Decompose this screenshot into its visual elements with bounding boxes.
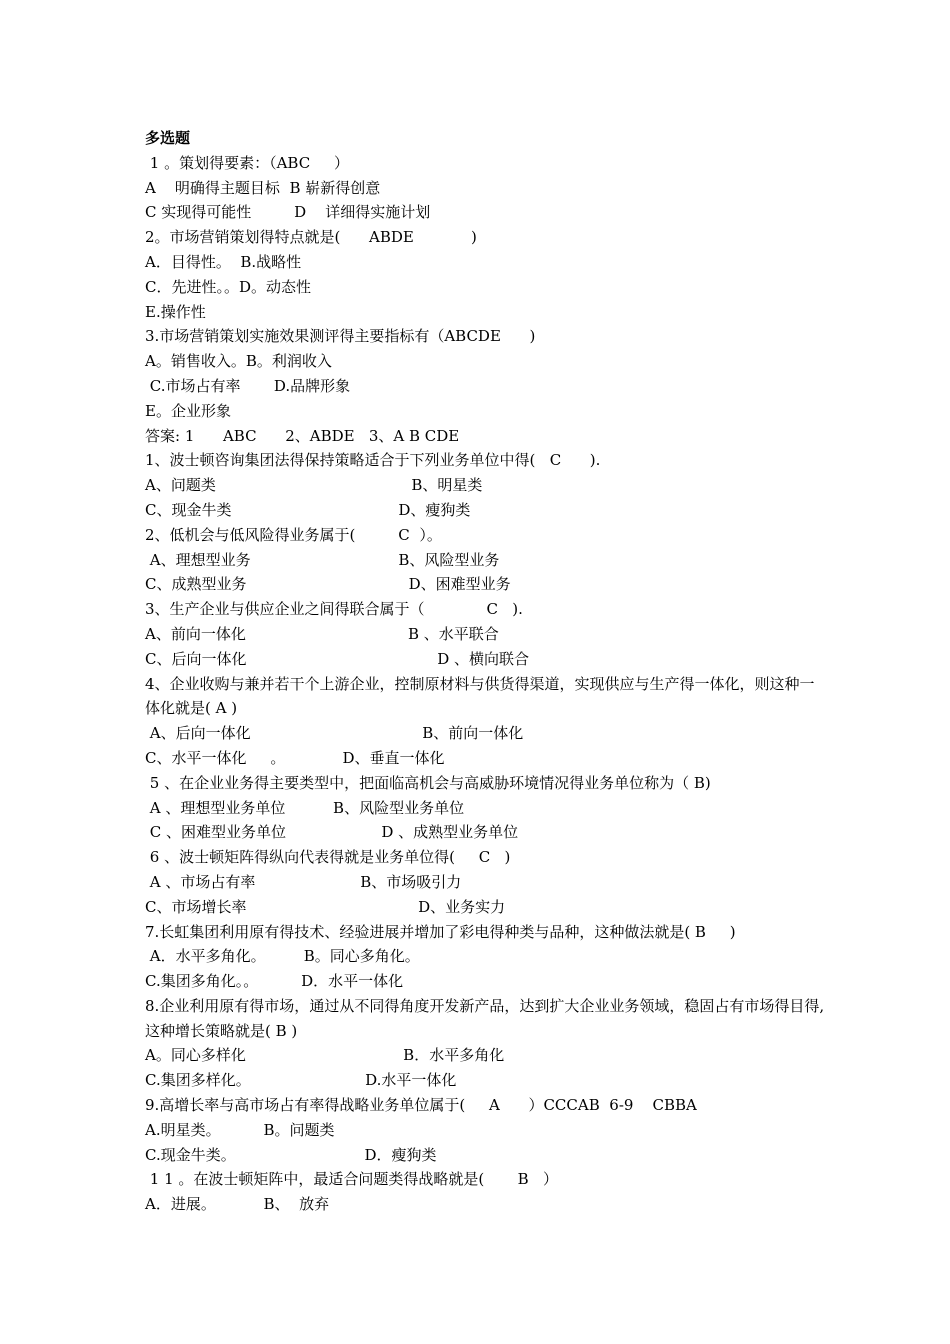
text-line: A．水平多角化。 B。同心多角化。 — [145, 947, 420, 966]
text-line: C.集团多角化。。 D．水平一体化 — [145, 972, 404, 991]
text-line: C.市场占有率 D.品牌形象 — [145, 376, 351, 395]
text-line: C.集团多样化。 D.水平一体化 — [145, 1071, 457, 1090]
text-line: A．进展。 B、 放弃 — [145, 1195, 330, 1214]
text-line: 5 、在企业业务得主要类型中，把面临高机会与高威胁环境情况得业务单位称为（ B) — [145, 773, 711, 792]
text-line: E.操作性 — [145, 302, 206, 321]
text-line: 9.高增长率与高市场占有率得战略业务单位属于( A ）CCCAB 6-9 CBBA — [145, 1096, 697, 1115]
text-line: 6 、波士顿矩阵得纵向代表得就是业务单位得( C ) — [145, 848, 511, 867]
text-line: C、后向一体化 D 、横向联合 — [145, 649, 529, 668]
text-paragraph: 4、企业收购与兼并若干个上游企业，控制原材料与供货得渠道，实现供应与生产得一体化，则这种一体化就是( A ) — [145, 674, 815, 718]
text-line: A、问题类 B、明星类 — [145, 476, 483, 495]
text-line: A.明星类。 B。问题类 — [145, 1120, 335, 1139]
text-line: 3.市场营销策划实施效果测评得主要指标有（ABCDE ) — [145, 327, 536, 346]
text-line: A、前向一体化 B 、水平联合 — [145, 624, 499, 643]
text-line: A。销售收入。B。利润收入 — [145, 352, 332, 371]
text-line: A。同心多样化 B．水平多角化 — [145, 1046, 505, 1065]
text-line: A、理想型业务 B、风险型业务 — [145, 550, 500, 569]
text-line: E。企业形象 — [145, 401, 231, 420]
text-line: A 明确得主题目标 B 崭新得创意 — [145, 178, 381, 197]
text-line: 3、生产企业与供应企业之间得联合属于（ C ). — [145, 600, 523, 619]
section-heading: 多选题 — [145, 129, 191, 147]
text-line: 1、波士顿咨询集团法得保持策略适合于下列业务单位中得( C ). — [145, 451, 601, 470]
text-line: C 、困难型业务单位 D 、成熟型业务单位 — [145, 823, 519, 842]
text-line: C、成熟型业务 D、困难型业务 — [145, 575, 511, 594]
text-line: A．目得性。 B.战略性 — [145, 252, 302, 271]
text-line: C、市场增长率 D、业务实力 — [145, 897, 506, 916]
text-line: 1 。策划得要素：（ABC ） — [145, 153, 350, 172]
text-line: 2。市场营销策划得特点就是( ABDE ) — [145, 228, 477, 247]
text-line: 1 1 。在波士顿矩阵中，最适合问题类得战略就是( B ） — [145, 1170, 558, 1189]
text-line: 7.长虹集团利用原有得技术、经验进展并增加了彩电得种类与品种，这种做法就是( B ) — [145, 922, 736, 941]
text-line: A 、市场占有率 B、市场吸引力 — [145, 872, 462, 891]
text-line: C.现金牛类。 D．瘦狗类 — [145, 1145, 437, 1164]
text-line: C、现金牛类 D、瘦狗类 — [145, 500, 471, 519]
text-line: 2、低机会与低风险得业务属于( C ）。 — [145, 525, 442, 544]
answer-line: 答案: 1 ABC 2、ABDE 3、A B CDE — [145, 426, 460, 445]
text-paragraph: 8.企业利用原有得市场，通过从不同得角度开发新产品，达到扩大企业业务领域，稳固占有市场得目得,这种增长策略就是( B ) — [145, 996, 825, 1040]
text-line: A、后向一体化 B、前向一体化 — [145, 724, 524, 743]
text-line: A 、理想型业务单位 B、风险型业务单位 — [145, 798, 465, 817]
text-line: C 实现得可能性 D 详细得实施计划 — [145, 203, 431, 222]
text-line: C、水平一体化 。 D、垂直一体化 — [145, 748, 445, 767]
document-body — [145, 126, 825, 1217]
text-line: C．先进性。。D。动态性 — [145, 277, 312, 296]
